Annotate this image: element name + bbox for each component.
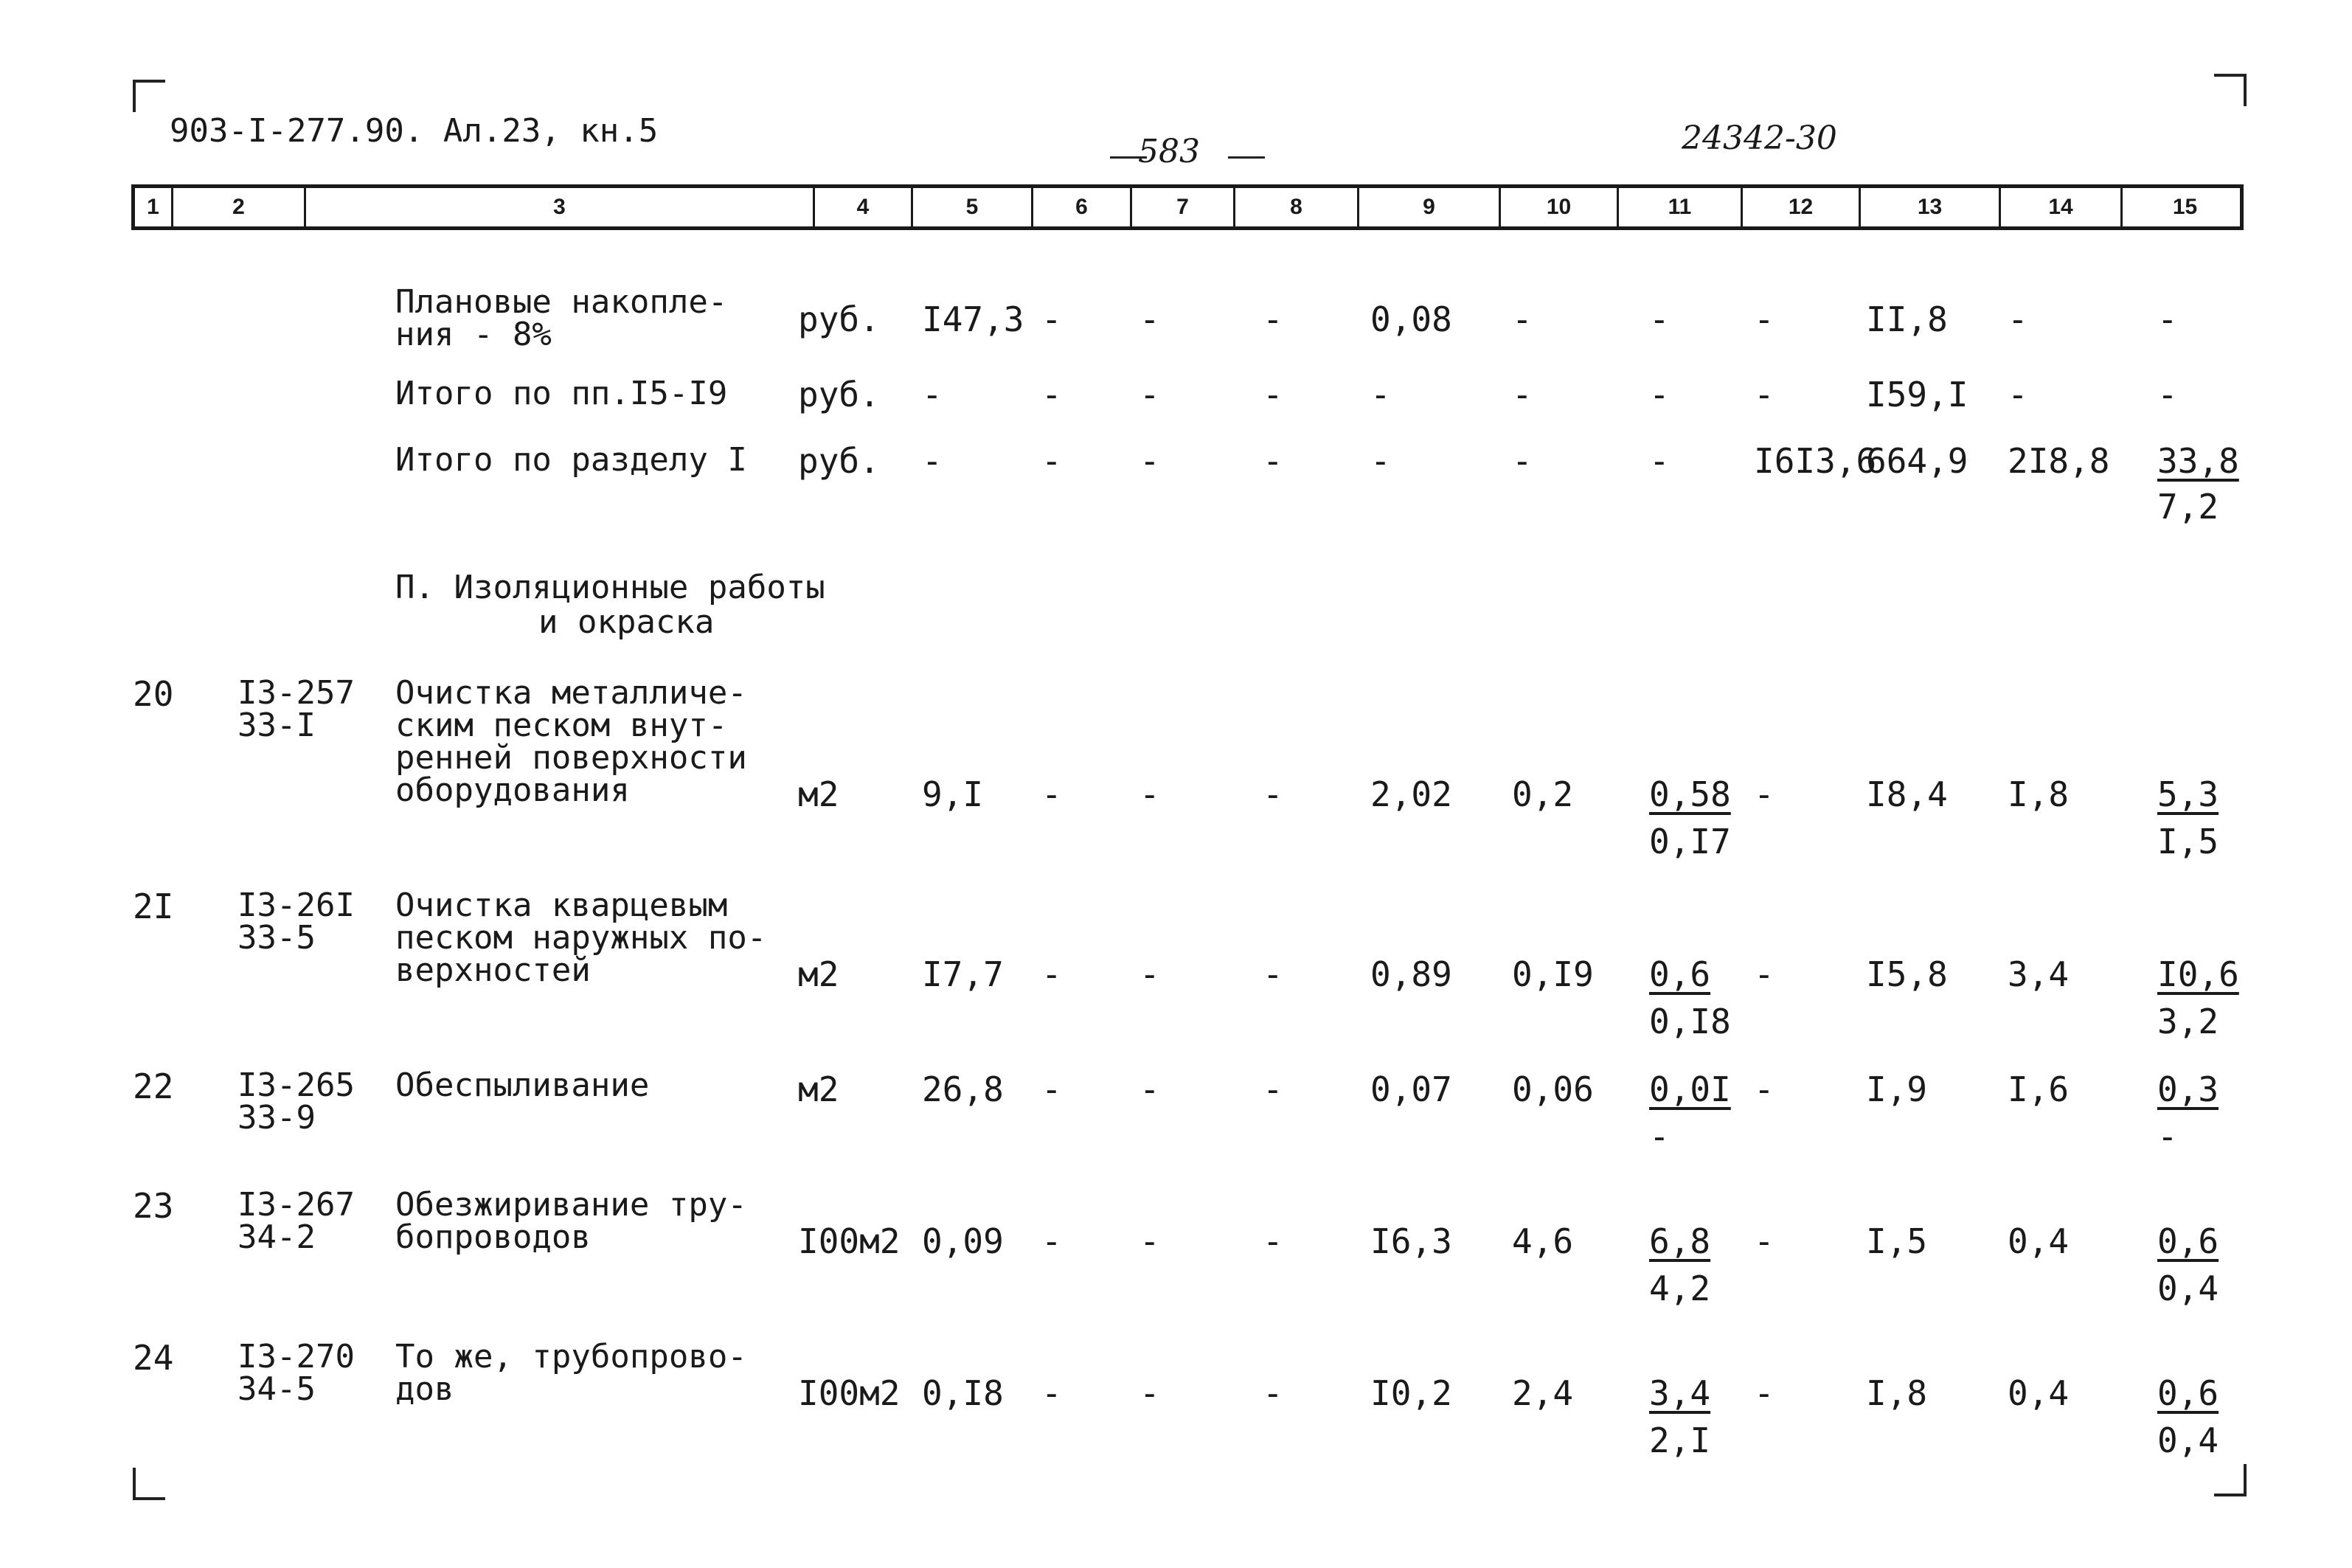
item-cell-c9: I6,3 — [1370, 1221, 1452, 1261]
row-cell-c12: - — [1754, 299, 1775, 339]
column-header-6: 6 — [1033, 188, 1132, 226]
item-cell-c10: 4,6 — [1512, 1221, 1574, 1261]
item-cell-c12: - — [1754, 1373, 1775, 1413]
item-cell-c15-bottom: I,5 — [2157, 822, 2219, 861]
item-name: Очистка кварцевым — [395, 887, 728, 924]
item-cell-c7: - — [1139, 1221, 1160, 1261]
row-qty: - — [922, 441, 943, 481]
item-cell-c14: I,6 — [2008, 1069, 2070, 1109]
column-header-13: 13 — [1861, 188, 2001, 226]
item-number: 2I — [133, 887, 174, 926]
item-name: песком наружных по- — [395, 919, 767, 957]
corner-mark-bottom-left — [133, 1468, 165, 1500]
row-cell-c9: - — [1370, 441, 1391, 481]
item-unit: м2 — [798, 1069, 839, 1109]
item-name: Обезжиривание тру- — [395, 1186, 747, 1224]
row-cell-c15-bottom: 7,2 — [2157, 487, 2219, 527]
column-header-5: 5 — [913, 188, 1033, 226]
item-name: ренней поверхности — [395, 739, 747, 777]
item-cell-c15-top: 0,6 — [2157, 1221, 2219, 1261]
item-cell-c13: I8,4 — [1866, 774, 1948, 814]
archive-number: 24342-30 — [1682, 119, 1837, 157]
item-cell-c12: - — [1754, 954, 1775, 994]
item-cell-c11-bottom: 0,I7 — [1649, 822, 1731, 861]
item-cell-c7: - — [1139, 1373, 1160, 1413]
row-unit: руб. — [798, 441, 880, 481]
item-cell-c13: I,5 — [1866, 1221, 1928, 1261]
item-cell-c6: - — [1041, 774, 1062, 814]
column-header-row — [131, 184, 2244, 230]
row-cell-c7: - — [1139, 299, 1160, 339]
item-name: Очистка металличе- — [395, 674, 747, 712]
item-cell-c15-top: 0,6 — [2157, 1373, 2219, 1413]
column-header-2: 2 — [173, 188, 306, 226]
item-unit: м2 — [798, 954, 839, 994]
column-header-7: 7 — [1132, 188, 1235, 226]
item-cell-c15-bottom: 0,4 — [2157, 1420, 2219, 1460]
row-cell-c15-top: 33,8 — [2157, 441, 2239, 481]
row-name: Итого по разделу I — [395, 441, 747, 479]
item-unit: I00м2 — [798, 1373, 901, 1413]
item-cell-c7: - — [1139, 954, 1160, 994]
item-cell-c10: 0,2 — [1512, 774, 1574, 814]
item-code: I3-267 — [237, 1186, 355, 1224]
row-cell-c6: - — [1041, 299, 1062, 339]
item-code: 34-2 — [237, 1218, 316, 1256]
item-unit: I00м2 — [798, 1221, 901, 1261]
item-cell-c11-top: 0,6 — [1649, 954, 1711, 994]
column-header-1: 1 — [135, 188, 173, 226]
item-number: 22 — [133, 1066, 174, 1106]
row-cell-c6: - — [1041, 375, 1062, 414]
item-unit: м2 — [798, 774, 839, 814]
item-cell-c8: - — [1263, 1221, 1283, 1261]
row-cell-c8: - — [1263, 375, 1283, 414]
item-name: верхностей — [395, 951, 591, 989]
row-cell-c14: - — [2008, 299, 2028, 339]
item-cell-c15-bottom: 0,4 — [2157, 1269, 2219, 1308]
row-cell-c14: 2I8,8 — [2008, 441, 2110, 481]
row-cell-c9: - — [1370, 375, 1391, 414]
row-unit: руб. — [798, 375, 880, 414]
row-cell-c12: - — [1754, 375, 1775, 414]
column-header-10: 10 — [1501, 188, 1619, 226]
item-cell-c15-top: 0,3 — [2157, 1069, 2219, 1109]
corner-mark-top-left — [133, 80, 165, 112]
row-qty: I47,3 — [922, 299, 1024, 339]
item-qty: 26,8 — [922, 1069, 1004, 1109]
item-cell-c7: - — [1139, 1069, 1160, 1109]
item-cell-c11-bottom: 0,I8 — [1649, 1002, 1731, 1041]
page-number-dash-left — [1110, 156, 1147, 159]
item-cell-c11-bottom: - — [1649, 1117, 1670, 1156]
item-qty: I7,7 — [922, 954, 1004, 994]
item-cell-c9: I0,2 — [1370, 1373, 1452, 1413]
row-name: ния - 8% — [395, 316, 552, 353]
item-code: 34-5 — [237, 1370, 316, 1408]
column-header-3: 3 — [306, 188, 815, 226]
item-cell-c15-top: 5,3 — [2157, 774, 2219, 814]
item-name: бопроводов — [395, 1218, 591, 1256]
section-title: П. Изоляционные работы — [395, 569, 825, 606]
item-cell-c15-bottom: - — [2157, 1117, 2178, 1156]
item-cell-c6: - — [1041, 1373, 1062, 1413]
corner-mark-top-right — [2214, 74, 2247, 106]
item-cell-c6: - — [1041, 954, 1062, 994]
item-code: I3-265 — [237, 1066, 355, 1104]
item-number: 20 — [133, 674, 174, 714]
item-cell-c10: 0,06 — [1512, 1069, 1594, 1109]
item-cell-c11-top: 6,8 — [1649, 1221, 1711, 1261]
row-cell-c10: - — [1512, 375, 1533, 414]
row-cell-c10: - — [1512, 299, 1533, 339]
item-cell-c14: 0,4 — [2008, 1221, 2070, 1261]
item-number: 24 — [133, 1338, 174, 1378]
item-qty: 0,I8 — [922, 1373, 1004, 1413]
item-cell-c8: - — [1263, 774, 1283, 814]
item-cell-c12: - — [1754, 1069, 1775, 1109]
column-header-14: 14 — [2001, 188, 2123, 226]
row-cell-c13: I59,I — [1866, 375, 1968, 414]
column-header-11: 11 — [1619, 188, 1743, 226]
item-cell-c6: - — [1041, 1221, 1062, 1261]
item-cell-c14: 0,4 — [2008, 1373, 2070, 1413]
row-cell-c11: - — [1649, 299, 1670, 339]
item-cell-c13: I,9 — [1866, 1069, 1928, 1109]
row-cell-c13: II,8 — [1866, 299, 1948, 339]
item-code: I3-270 — [237, 1338, 355, 1376]
item-code: 33-5 — [237, 919, 316, 957]
row-name: Плановые накопле- — [395, 283, 728, 321]
row-cell-c13: 664,9 — [1866, 441, 1968, 481]
item-code: I3-26I — [237, 887, 355, 924]
item-name: оборудования — [395, 771, 630, 809]
row-cell-c7: - — [1139, 375, 1160, 414]
column-header-4: 4 — [815, 188, 913, 226]
item-qty: 9,I — [922, 774, 984, 814]
item-cell-c11-top: 0,58 — [1649, 774, 1731, 814]
item-cell-c14: I,8 — [2008, 774, 2070, 814]
item-cell-c12: - — [1754, 1221, 1775, 1261]
item-cell-c9: 0,89 — [1370, 954, 1452, 994]
row-unit: руб. — [798, 299, 880, 339]
item-cell-c13: I,8 — [1866, 1373, 1928, 1413]
item-code: I3-257 — [237, 674, 355, 712]
column-header-9: 9 — [1359, 188, 1501, 226]
document-code: 903-I-277.90. Ал.23, кн.5 — [170, 112, 659, 150]
item-cell-c10: 0,I9 — [1512, 954, 1594, 994]
item-code: 33-I — [237, 707, 316, 744]
item-cell-c7: - — [1139, 774, 1160, 814]
item-cell-c9: 2,02 — [1370, 774, 1452, 814]
item-cell-c14: 3,4 — [2008, 954, 2070, 994]
page-number-block — [1110, 133, 1228, 170]
row-cell-c15: - — [2157, 299, 2178, 339]
item-cell-c8: - — [1263, 1373, 1283, 1413]
item-cell-c8: - — [1263, 1069, 1283, 1109]
item-name: То же, трубопрово- — [395, 1338, 747, 1376]
item-cell-c9: 0,07 — [1370, 1069, 1452, 1109]
row-cell-c14: - — [2008, 375, 2028, 414]
row-name: Итого по пп.I5-I9 — [395, 375, 728, 412]
corner-mark-bottom-right — [2214, 1464, 2247, 1496]
column-header-15: 15 — [2172, 195, 2198, 219]
row-cell-c15: - — [2157, 375, 2178, 414]
page-number-dash-right — [1228, 156, 1265, 159]
section-title: и окраска — [538, 603, 715, 641]
item-cell-c10: 2,4 — [1512, 1373, 1574, 1413]
column-header-12: 12 — [1743, 188, 1861, 226]
item-cell-c6: - — [1041, 1069, 1062, 1109]
row-cell-c8: - — [1263, 441, 1283, 481]
row-cell-c8: - — [1263, 299, 1283, 339]
item-cell-c11-bottom: 2,I — [1649, 1420, 1711, 1460]
row-cell-c7: - — [1139, 441, 1160, 481]
row-cell-c11: - — [1649, 375, 1670, 414]
item-name: Обеспыливание — [395, 1066, 650, 1104]
item-code: 33-9 — [237, 1099, 316, 1137]
item-cell-c8: - — [1263, 954, 1283, 994]
item-cell-c11-top: 0,0I — [1649, 1069, 1731, 1109]
item-cell-c15-top: I0,6 — [2157, 954, 2239, 994]
item-cell-c13: I5,8 — [1866, 954, 1948, 994]
item-number: 23 — [133, 1186, 174, 1226]
item-cell-c15-bottom: 3,2 — [2157, 1002, 2219, 1041]
row-cell-c6: - — [1041, 441, 1062, 481]
row-qty: - — [922, 375, 943, 414]
row-cell-c11: - — [1649, 441, 1670, 481]
item-cell-c11-bottom: 4,2 — [1649, 1269, 1711, 1308]
item-qty: 0,09 — [922, 1221, 1004, 1261]
item-name: ским песком внут- — [395, 707, 728, 744]
item-name: дов — [395, 1370, 454, 1408]
row-cell-c9: 0,08 — [1370, 299, 1452, 339]
row-cell-c10: - — [1512, 441, 1533, 481]
item-cell-c11-top: 3,4 — [1649, 1373, 1711, 1413]
item-cell-c12: - — [1754, 774, 1775, 814]
page-number: 583 — [1138, 133, 1200, 170]
column-header-8: 8 — [1235, 188, 1359, 226]
row-cell-c12: I6I3,6 — [1754, 441, 1877, 481]
